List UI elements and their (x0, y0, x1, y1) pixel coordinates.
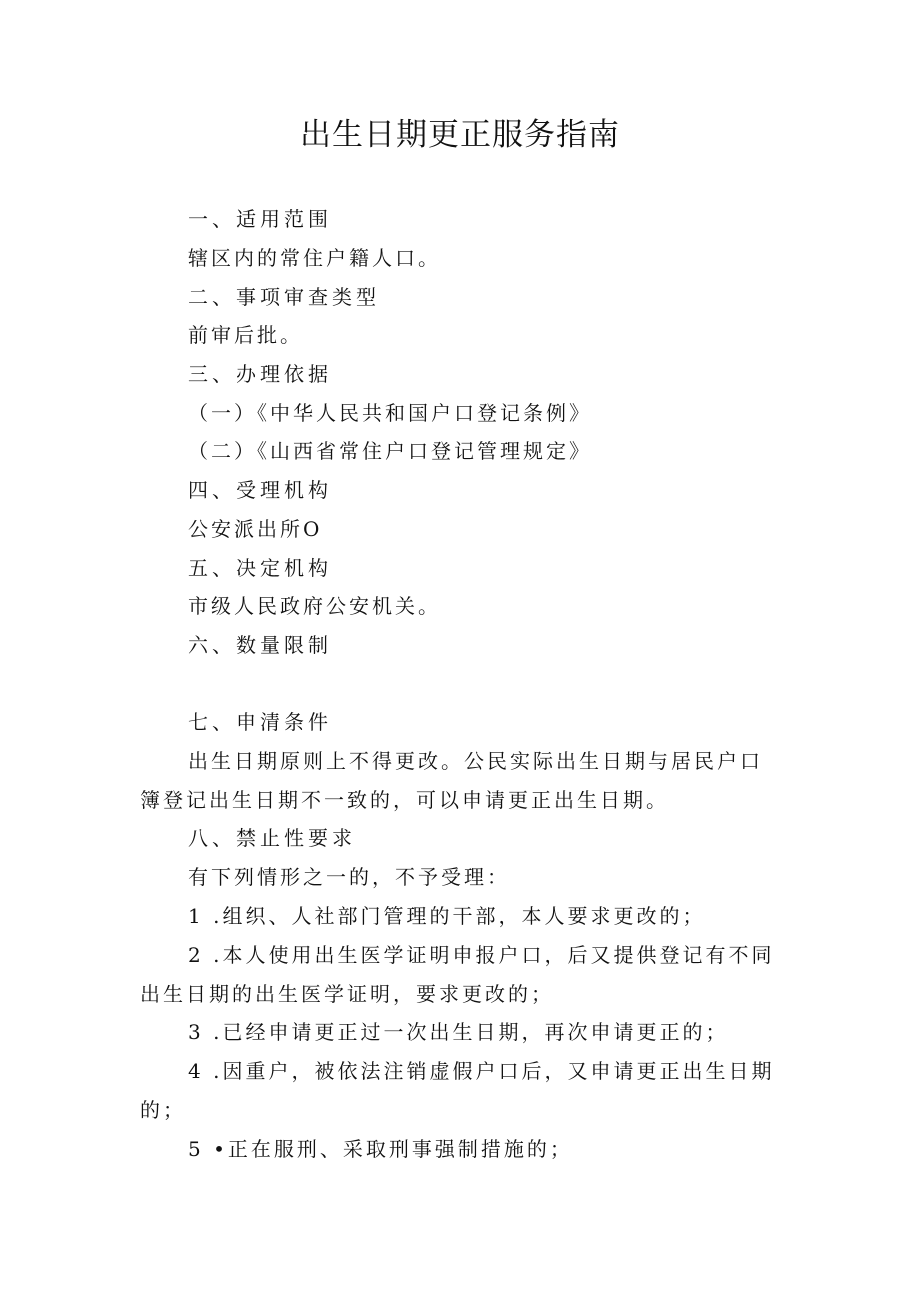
list-item: 3 .已经申请更正过一次出生日期，再次申请更正的； (188, 1020, 729, 1044)
list-item: 1 .组织、人社部门管理的干部，本人要求更改的； (188, 904, 706, 928)
paragraph-line: 前审后批。 (188, 323, 303, 347)
paragraph-line: 出生日期原则上不得更改。公民实际出生日期与居民户口 (188, 749, 763, 773)
paragraph-line: 市级人民政府公安机关。 (188, 594, 441, 618)
section-heading-scope: 一、适用范围 (188, 207, 332, 231)
section-heading-accepting-agency: 四、受理机构 (188, 478, 332, 502)
paragraph-line: （一）《中华人民共和国户口登记条例》 (188, 401, 592, 425)
section-heading-deciding-agency: 五、决定机构 (188, 556, 332, 580)
paragraph-line: 辖区内的常住户籍人口。 (188, 246, 441, 270)
paragraph-line: 公安派出所O (188, 517, 323, 541)
section-heading-prohibitions: 八、禁止性要求 (188, 826, 356, 850)
paragraph-line: 簿登记出生日期不一致的，可以申请更正出生日期。 (140, 788, 669, 812)
section-heading-review-type: 二、事项审查类型 (188, 285, 380, 309)
section-heading-legal-basis: 三、办理依据 (188, 362, 332, 386)
section-heading-conditions: 七、申清条件 (188, 710, 332, 734)
list-item: 4 .因重户，被依法注销虚假户口后，又申请更正出生日期 (188, 1059, 775, 1083)
document-title: 出生日期更正服务指南 (300, 117, 620, 153)
section-heading-quantity-limit: 六、数量限制 (188, 633, 332, 657)
list-item: 2 .本人使用出生医学证明申报户口，后又提供登记有不同 (188, 943, 775, 967)
list-item: 5 •正在服刑、采取刑事强制措施的； (188, 1137, 573, 1161)
paragraph-line: （二）《山西省常住户口登记管理规定》 (188, 439, 592, 463)
list-item-continuation: 的； (140, 1098, 186, 1122)
list-item-continuation: 出生日期的出生医学证明，要求更改的； (140, 982, 554, 1006)
paragraph-line: 有下列情形之一的，不予受理： (188, 865, 510, 889)
